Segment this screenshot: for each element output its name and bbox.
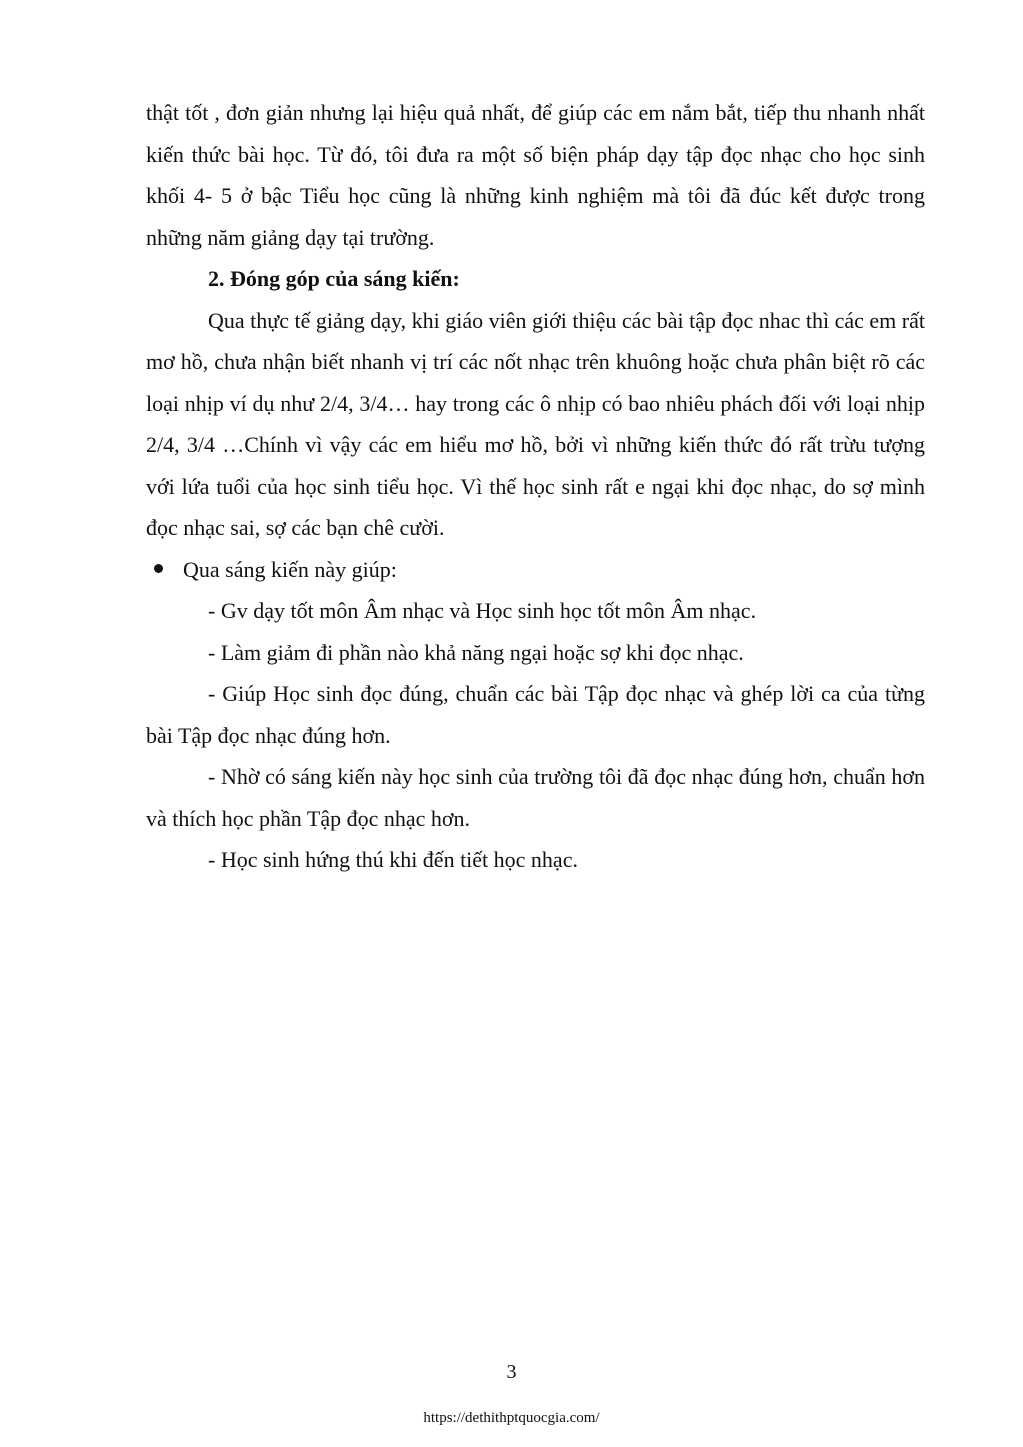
section-paragraph: Qua thực tế giảng dạy, khi giáo viên giới thiệu các bài tập đọc nhac thì các em rất mơ hồ, chưa nhận biết nhanh vị trí các nốt nhạc trên khuông hoặc chưa phân biệt rõ các loại nhịp ví dụ như 2/4, 3/4… hay trong các ô nhịp có bao nhiêu phách đối với loại nhịp 2/4, 3/4 …Chính vì vậy các em hiểu mơ hồ, bởi vì những kiến thức đó rất trừu tượng với lứa tuổi của học sinh tiểu học. Vì thế học sinh rất e ngại khi đọc nhạc, do sợ mình đọc nhạc sai, sợ các bạn chê cười. bbox=[146, 307, 925, 540]
footer-url[interactable]: https://dethithptquocgia.com/ bbox=[423, 1410, 600, 1426]
section-heading: 2. Đóng góp của sáng kiến: bbox=[208, 266, 460, 291]
bullet-item bbox=[146, 549, 925, 591]
list-item: - Giúp Học sinh đọc đúng, chuẩn các bài Tập đọc nhạc và ghép lời ca của từng bài Tập đọc nhạc đúng hơn. bbox=[146, 681, 925, 748]
page-content bbox=[146, 92, 925, 881]
bullet-dot-icon bbox=[154, 564, 163, 573]
page-number: 3 bbox=[506, 1361, 517, 1383]
list-item: - Học sinh hứng thú khi đến tiết học nhạc. bbox=[208, 847, 578, 872]
intro-paragraph: thật tốt , đơn giản nhưng lại hiệu quả nhất, để giúp các em nắm bắt, tiếp thu nhanh nhất kiến thức bài học. Từ đó, tôi đưa ra một số biện pháp dạy tập đọc nhạc cho học sinh khối 4- 5 ở bậc Tiểu học cũng là những kinh nghiệm mà tôi đã đúc kết được trong những năm giảng dạy tại trường. bbox=[146, 100, 925, 250]
bullet-text: Qua sáng kiến này giúp: bbox=[183, 556, 397, 582]
list-item: - Nhờ có sáng kiến này học sinh của trường tôi đã đọc nhạc đúng hơn, chuẩn hơn và thích học phần Tập đọc nhạc hơn. bbox=[146, 764, 925, 831]
list-item: - Gv dạy tốt môn Âm nhạc và Học sinh học tốt môn Âm nhạc. bbox=[208, 598, 757, 623]
list-item: - Làm giảm đi phần nào khả năng ngại hoặc sợ khi đọc nhạc. bbox=[208, 639, 744, 665]
